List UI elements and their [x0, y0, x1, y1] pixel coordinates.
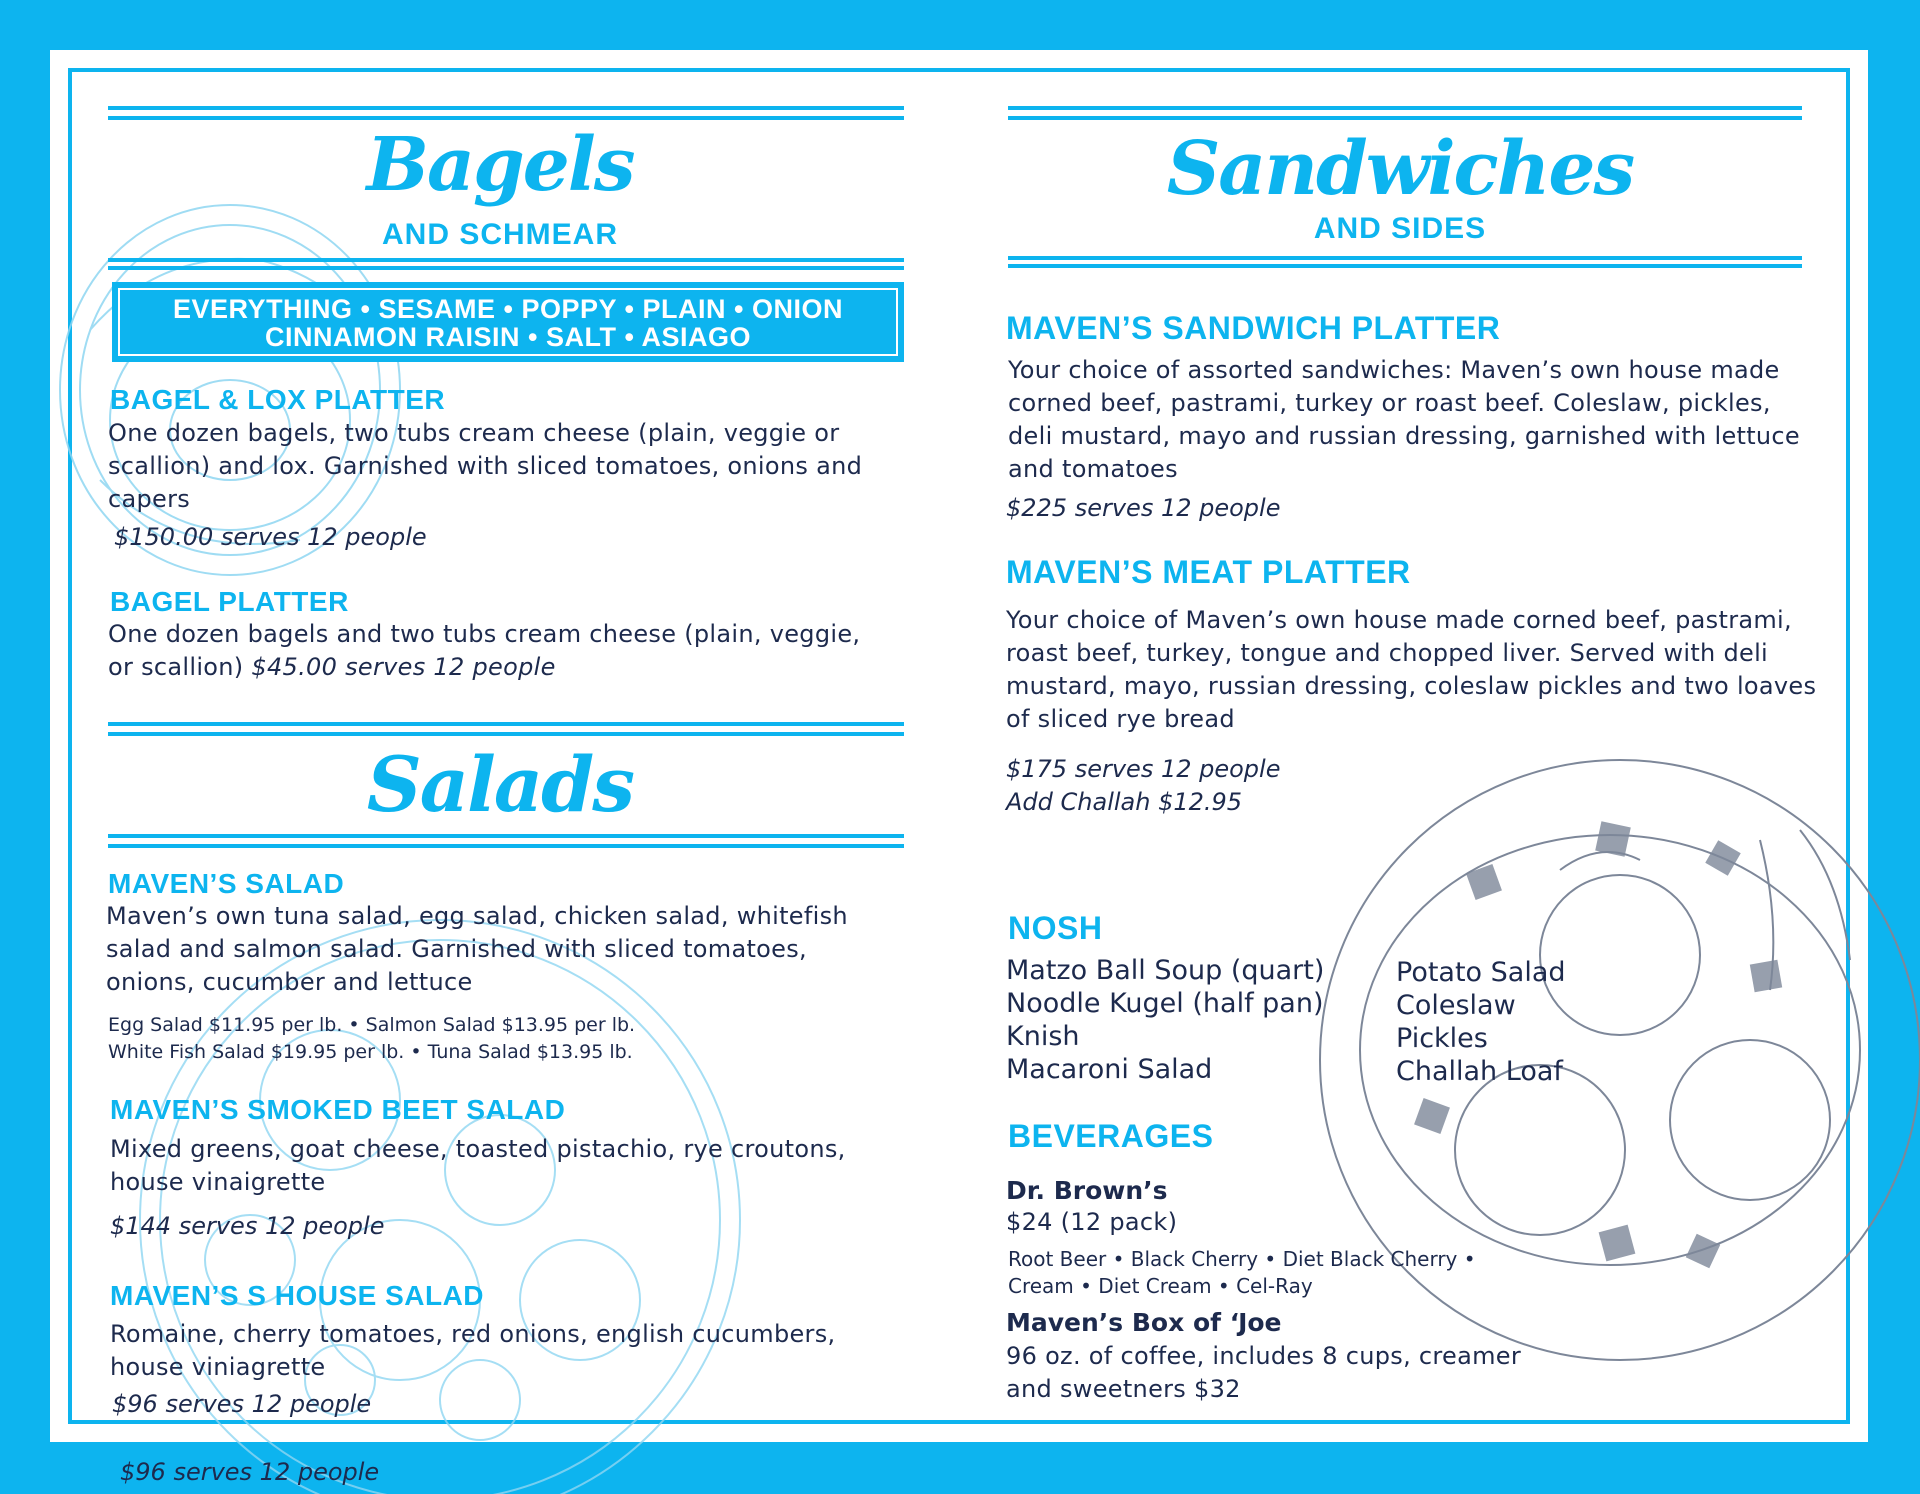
- item-description: [110, 1133, 920, 1199]
- section-rule: [1008, 256, 1802, 260]
- item-description: [108, 417, 918, 516]
- item-description: [108, 618, 928, 684]
- desc-line: house vinaigrette: [110, 1168, 326, 1196]
- bagel-varieties-box: [112, 282, 904, 362]
- bagels-title: Bagels: [366, 122, 634, 208]
- list-item: Pickles: [1396, 1023, 1488, 1054]
- sandwiches-subtitle: AND SIDES: [1313, 212, 1487, 245]
- list-item: Macaroni Salad: [1006, 1054, 1213, 1085]
- bagel-varieties-line: CINNAMON RAISIN • SALT • ASIAGO: [265, 322, 751, 352]
- item-name: MAVEN’S SMOKED BEET SALAD: [110, 1094, 566, 1125]
- beverage-flavors: [1008, 1246, 1476, 1300]
- price-line: Egg Salad $11.95 per lb. • Salmon Salad $13.95 per lb.: [108, 1014, 636, 1036]
- item-addon: Add Challah $12.95: [1006, 788, 1243, 816]
- desc-line: house viniagrette: [110, 1353, 326, 1381]
- desc-line: and sweetners $32: [1006, 1375, 1241, 1403]
- section-rule: [1008, 116, 1802, 120]
- desc-line: mustard, mayo, russian dressing, coleslaw pickles and two loaves: [1006, 672, 1817, 700]
- section-rule: [108, 266, 904, 270]
- beverages-heading: BEVERAGES: [1008, 1118, 1214, 1154]
- salad-price-list: [108, 1012, 635, 1066]
- item-description: [110, 1318, 920, 1384]
- desc-line: One dozen bagels, two tubs cream cheese (plain, veggie or: [108, 419, 840, 447]
- beverage-price: $24 (12 pack): [1006, 1208, 1178, 1236]
- section-rule: [108, 116, 904, 120]
- sandwiches-title: Sandwiches: [1166, 126, 1634, 212]
- flavor-line: Root Beer • Black Cherry • Diet Black Cherry •: [1008, 1247, 1476, 1271]
- item-price: $96 serves 12 people: [112, 1390, 372, 1418]
- overflow-price: $96 serves 12 people: [120, 1458, 380, 1486]
- desc-line: of sliced rye bread: [1006, 705, 1235, 733]
- item-price: $144 serves 12 people: [110, 1212, 385, 1240]
- section-rule: [1008, 264, 1802, 268]
- item-description: [1006, 604, 1866, 736]
- desc-line: roast beef, turkey, tongue and chopped liver. Served with deli: [1006, 639, 1769, 667]
- item-price: $45.00 serves 12 people: [251, 653, 556, 681]
- list-item: Noodle Kugel (half pan): [1006, 988, 1324, 1019]
- desc-line: Your choice of assorted sandwiches: Maven’s own house made: [1008, 356, 1780, 384]
- nosh-heading: NOSH: [1008, 910, 1103, 946]
- section-rule: [108, 844, 904, 848]
- item-name: BAGEL & LOX PLATTER: [110, 384, 446, 415]
- desc-line: or scallion): [108, 653, 244, 681]
- flavor-line: Cream • Diet Cream • Cel-Ray: [1008, 1274, 1313, 1298]
- item-price: $150.00 serves 12 people: [114, 523, 427, 551]
- desc-line: Romaine, cherry tomatoes, red onions, english cucumbers,: [110, 1320, 836, 1348]
- desc-line: scallion) and lox. Garnished with sliced tomatoes, onions and: [108, 452, 863, 480]
- section-rule: [1008, 106, 1802, 110]
- salads-title: Salads: [366, 740, 634, 829]
- section-rule: [108, 106, 904, 110]
- item-name: BAGEL PLATTER: [110, 586, 349, 617]
- item-name: MAVEN’S MEAT PLATTER: [1006, 554, 1411, 590]
- section-rule: [108, 834, 904, 838]
- item-price-block: [1006, 753, 1280, 819]
- list-item: Coleslaw: [1396, 990, 1516, 1021]
- price-line: White Fish Salad $19.95 per lb. • Tuna Salad $13.95 lb.: [108, 1041, 633, 1063]
- item-description: [106, 900, 916, 999]
- desc-line: and tomatoes: [1008, 455, 1178, 483]
- bagel-varieties-line: EVERYTHING • SESAME • POPPY • PLAIN • ONION: [173, 294, 843, 324]
- beverage-name: Dr. Brown’s: [1006, 1176, 1168, 1205]
- nosh-list-right: [1396, 956, 1566, 1088]
- list-item: Potato Salad: [1396, 957, 1566, 988]
- beverage-description: [1006, 1340, 1566, 1406]
- bagels-subtitle: AND SCHMEAR: [382, 218, 618, 251]
- desc-line: Mixed greens, goat cheese, toasted pistachio, rye croutons,: [110, 1135, 846, 1163]
- section-rule: [108, 722, 904, 726]
- desc-line: One dozen bagels and two tubs cream cheese (plain, veggie,: [108, 620, 861, 648]
- section-rule: [108, 258, 904, 262]
- item-name: MAVEN’S SANDWICH PLATTER: [1006, 310, 1501, 346]
- desc-line: Maven’s own tuna salad, egg salad, chicken salad, whitefish: [106, 902, 848, 930]
- nosh-list-left: [1006, 954, 1324, 1086]
- desc-line: capers: [108, 485, 191, 513]
- desc-line: corned beef, pastrami, turkey or roast beef. Coleslaw, pickles,: [1008, 389, 1771, 417]
- item-price: $175 serves 12 people: [1006, 755, 1281, 783]
- list-item: Matzo Ball Soup (quart): [1006, 955, 1325, 986]
- item-price: $225 serves 12 people: [1006, 494, 1281, 522]
- beverage-name: Maven’s Box of ‘Joe: [1006, 1308, 1282, 1337]
- section-rule: [108, 732, 904, 736]
- desc-line: 96 oz. of coffee, includes 8 cups, creamer: [1006, 1342, 1522, 1370]
- item-description: [1008, 354, 1858, 486]
- desc-line: onions, cucumber and lettuce: [106, 968, 473, 996]
- list-item: Challah Loaf: [1396, 1056, 1563, 1087]
- desc-line: salad and salmon salad. Garnished with sliced tomatoes,: [106, 935, 807, 963]
- desc-line: Your choice of Maven’s own house made corned beef, pastrami,: [1006, 606, 1792, 634]
- list-item: Knish: [1006, 1021, 1080, 1052]
- item-name: MAVEN’S S HOUSE SALAD: [110, 1280, 485, 1311]
- item-name: MAVEN’S SALAD: [108, 868, 345, 899]
- desc-line: deli mustard, mayo and russian dressing, garnished with lettuce: [1008, 422, 1800, 450]
